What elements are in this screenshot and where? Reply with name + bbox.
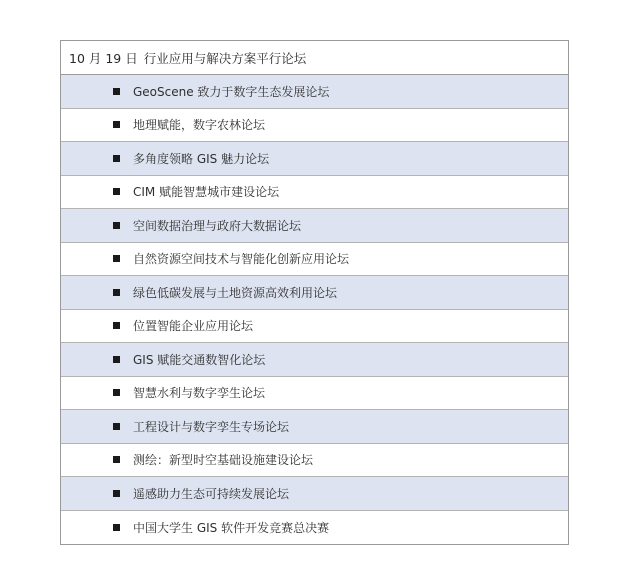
square-bullet-icon: [113, 222, 120, 229]
square-bullet-icon: [113, 423, 120, 430]
forum-row: [61, 444, 568, 478]
forum-label: CIM 赋能智慧城市建设论坛: [133, 185, 280, 200]
forum-label: GeoScene 致力于数字生态发展论坛: [133, 84, 330, 99]
square-bullet-icon: [113, 88, 120, 95]
forum-row: [61, 109, 568, 143]
forum-label: 遥感助力生态可持续发展论坛: [133, 486, 290, 501]
square-bullet-icon: [113, 490, 120, 497]
forum-row: [61, 142, 568, 176]
square-bullet-icon: [113, 322, 120, 329]
forum-label: 位置智能企业应用论坛: [133, 319, 254, 334]
forum-row: [61, 477, 568, 511]
forum-row: [61, 310, 568, 344]
table-header: [61, 41, 568, 75]
forum-label: 工程设计与数字孪生专场论坛: [133, 419, 290, 434]
forum-row: [61, 343, 568, 377]
forum-row: [61, 176, 568, 210]
forum-label: 智慧水利与数字孪生论坛: [133, 386, 266, 401]
forum-row: [61, 511, 568, 545]
forum-label: GIS 赋能交通数智化论坛: [133, 352, 266, 367]
forum-label: 多角度领略 GIS 魅力论坛: [133, 151, 270, 166]
square-bullet-icon: [113, 255, 120, 262]
square-bullet-icon: [113, 188, 120, 195]
forum-label: 中国大学生 GIS 软件开发竞赛总决赛: [133, 520, 330, 535]
forum-label: 地理赋能，数字农林论坛: [133, 118, 266, 133]
header-title: 行业应用与解决方案平行论坛: [143, 50, 307, 66]
forum-row: [61, 276, 568, 310]
forum-label: 空间数据治理与政府大数据论坛: [133, 218, 302, 233]
square-bullet-icon: [113, 121, 120, 128]
square-bullet-icon: [113, 289, 120, 296]
square-bullet-icon: [113, 356, 120, 363]
forum-row: [61, 377, 568, 411]
forum-row: [61, 75, 568, 109]
forum-row: [61, 243, 568, 277]
forum-label: 绿色低碳发展与土地资源高效利用论坛: [133, 285, 338, 300]
forum-label: 自然资源空间技术与智能化创新应用论坛: [133, 252, 350, 267]
square-bullet-icon: [113, 389, 120, 396]
forum-label: 测绘：新型时空基础设施建设论坛: [133, 453, 314, 468]
square-bullet-icon: [113, 155, 120, 162]
square-bullet-icon: [113, 456, 120, 463]
forum-row: [61, 410, 568, 444]
square-bullet-icon: [113, 524, 120, 531]
forum-schedule-table: [60, 40, 569, 545]
header-date: 10 月 19 日: [69, 50, 138, 66]
forum-row: [61, 209, 568, 243]
